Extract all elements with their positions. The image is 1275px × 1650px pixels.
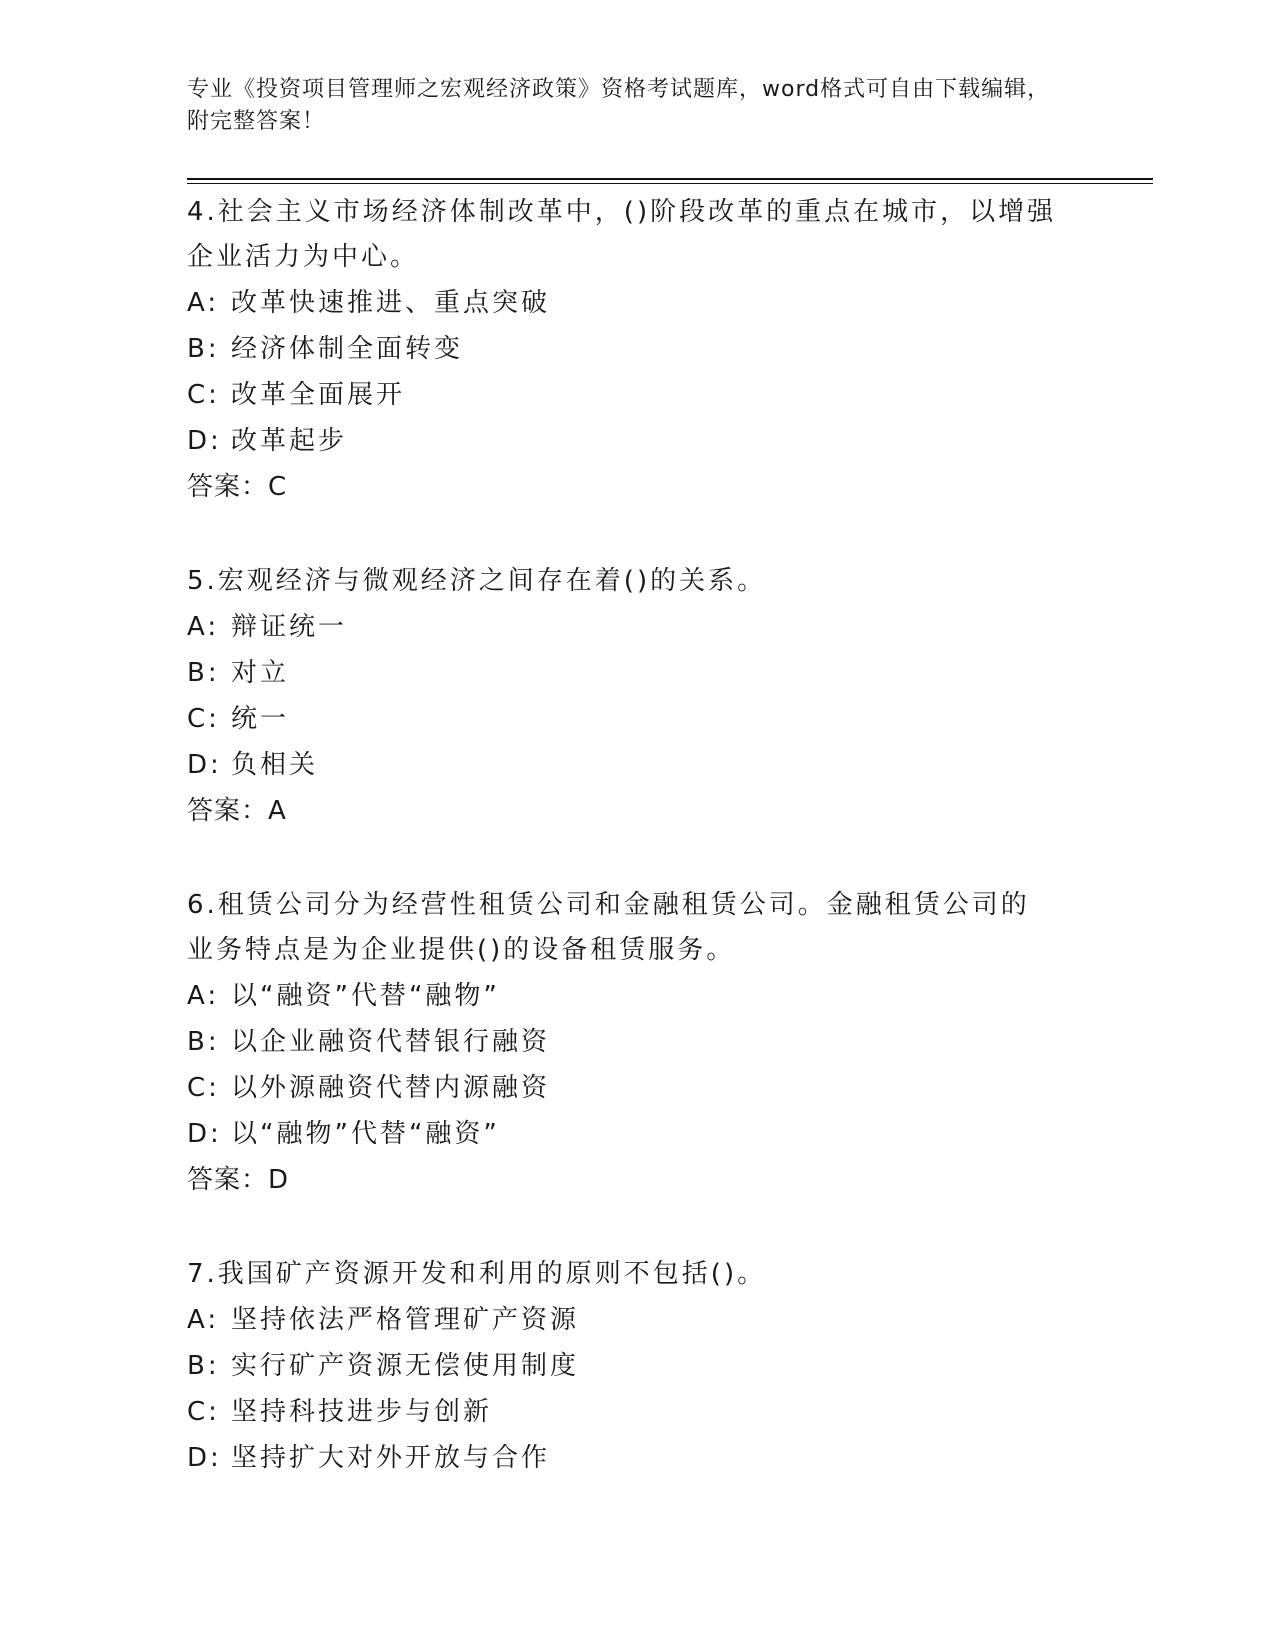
option-text: 经济体制全面转变 (231, 334, 464, 364)
option-text: 统一 (231, 704, 290, 734)
option-letter: A: (187, 612, 220, 642)
question-stem: 4.社会主义市场经济体制改革中，()阶段改革的重点在城市，以增强企业活力为中心。 (187, 197, 1057, 272)
question-6 (187, 883, 1087, 1203)
option-b (187, 1343, 1087, 1389)
option-text: 改革全面展开 (231, 380, 406, 410)
answer-line: 答案：C (187, 472, 288, 502)
question-list (187, 190, 1087, 1530)
option-letter: B: (187, 1027, 220, 1057)
option-b (187, 326, 1087, 372)
option-text: 坚持扩大对外开放与合作 (231, 1443, 551, 1473)
option-letter: D: (187, 426, 222, 456)
option-text: 坚持科技进步与创新 (231, 1397, 493, 1427)
option-b (187, 1019, 1087, 1065)
option-d (187, 418, 1087, 464)
option-c (187, 696, 1087, 742)
option-c (187, 1389, 1087, 1435)
option-text: 以“融物”代替“融资” (231, 1119, 500, 1149)
answer-line: 答案：A (187, 796, 287, 826)
answer-line: 答案：D (187, 1165, 290, 1195)
header-divider-thin (187, 183, 1153, 184)
option-letter: A: (187, 981, 220, 1011)
option-d (187, 1435, 1087, 1481)
option-letter: A: (187, 1305, 220, 1335)
option-a (187, 604, 1087, 650)
question-stem: 7.我国矿产资源开发和利用的原则不包括()。 (187, 1259, 767, 1289)
option-text: 负相关 (231, 750, 319, 780)
option-text: 以外源融资代替内源融资 (231, 1073, 551, 1103)
question-5 (187, 559, 1087, 834)
option-letter: D: (187, 750, 222, 780)
option-a (187, 973, 1087, 1019)
option-text: 改革起步 (231, 426, 348, 456)
option-text: 实行矿产资源无偿使用制度 (231, 1351, 580, 1381)
option-letter: C: (187, 1073, 220, 1103)
option-a (187, 280, 1087, 326)
option-letter: B: (187, 334, 220, 364)
option-c (187, 372, 1087, 418)
option-letter: A: (187, 288, 220, 318)
option-letter: C: (187, 704, 220, 734)
option-b (187, 650, 1087, 696)
option-letter: C: (187, 1397, 220, 1427)
option-a (187, 1297, 1087, 1343)
header-divider-thick (187, 178, 1153, 180)
option-text: 对立 (231, 658, 290, 688)
option-c (187, 1065, 1087, 1111)
option-d (187, 742, 1087, 788)
document-header: 专业《投资项目管理师之宏观经济政策》资格考试题库，word格式可自由下载编辑，附完整答案！ (187, 77, 1051, 134)
question-stem: 5.宏观经济与微观经济之间存在着()的关系。 (187, 566, 767, 596)
option-letter: D: (187, 1119, 222, 1149)
option-letter: D: (187, 1443, 222, 1473)
option-text: 以“融资”代替“融物” (231, 981, 500, 1011)
question-7 (187, 1252, 1087, 1481)
option-letter: C: (187, 380, 220, 410)
option-text: 改革快速推进、重点突破 (231, 288, 551, 318)
option-text: 坚持依法严格管理矿产资源 (231, 1305, 580, 1335)
question-4 (187, 190, 1087, 510)
option-d (187, 1111, 1087, 1157)
option-letter: B: (187, 658, 220, 688)
question-stem: 6.租赁公司分为经营性租赁公司和金融租赁公司。金融租赁公司的业务特点是为企业提供()的设备租赁服务。 (187, 890, 1030, 965)
option-text: 辩证统一 (231, 612, 348, 642)
option-letter: B: (187, 1351, 220, 1381)
option-text: 以企业融资代替银行融资 (231, 1027, 551, 1057)
